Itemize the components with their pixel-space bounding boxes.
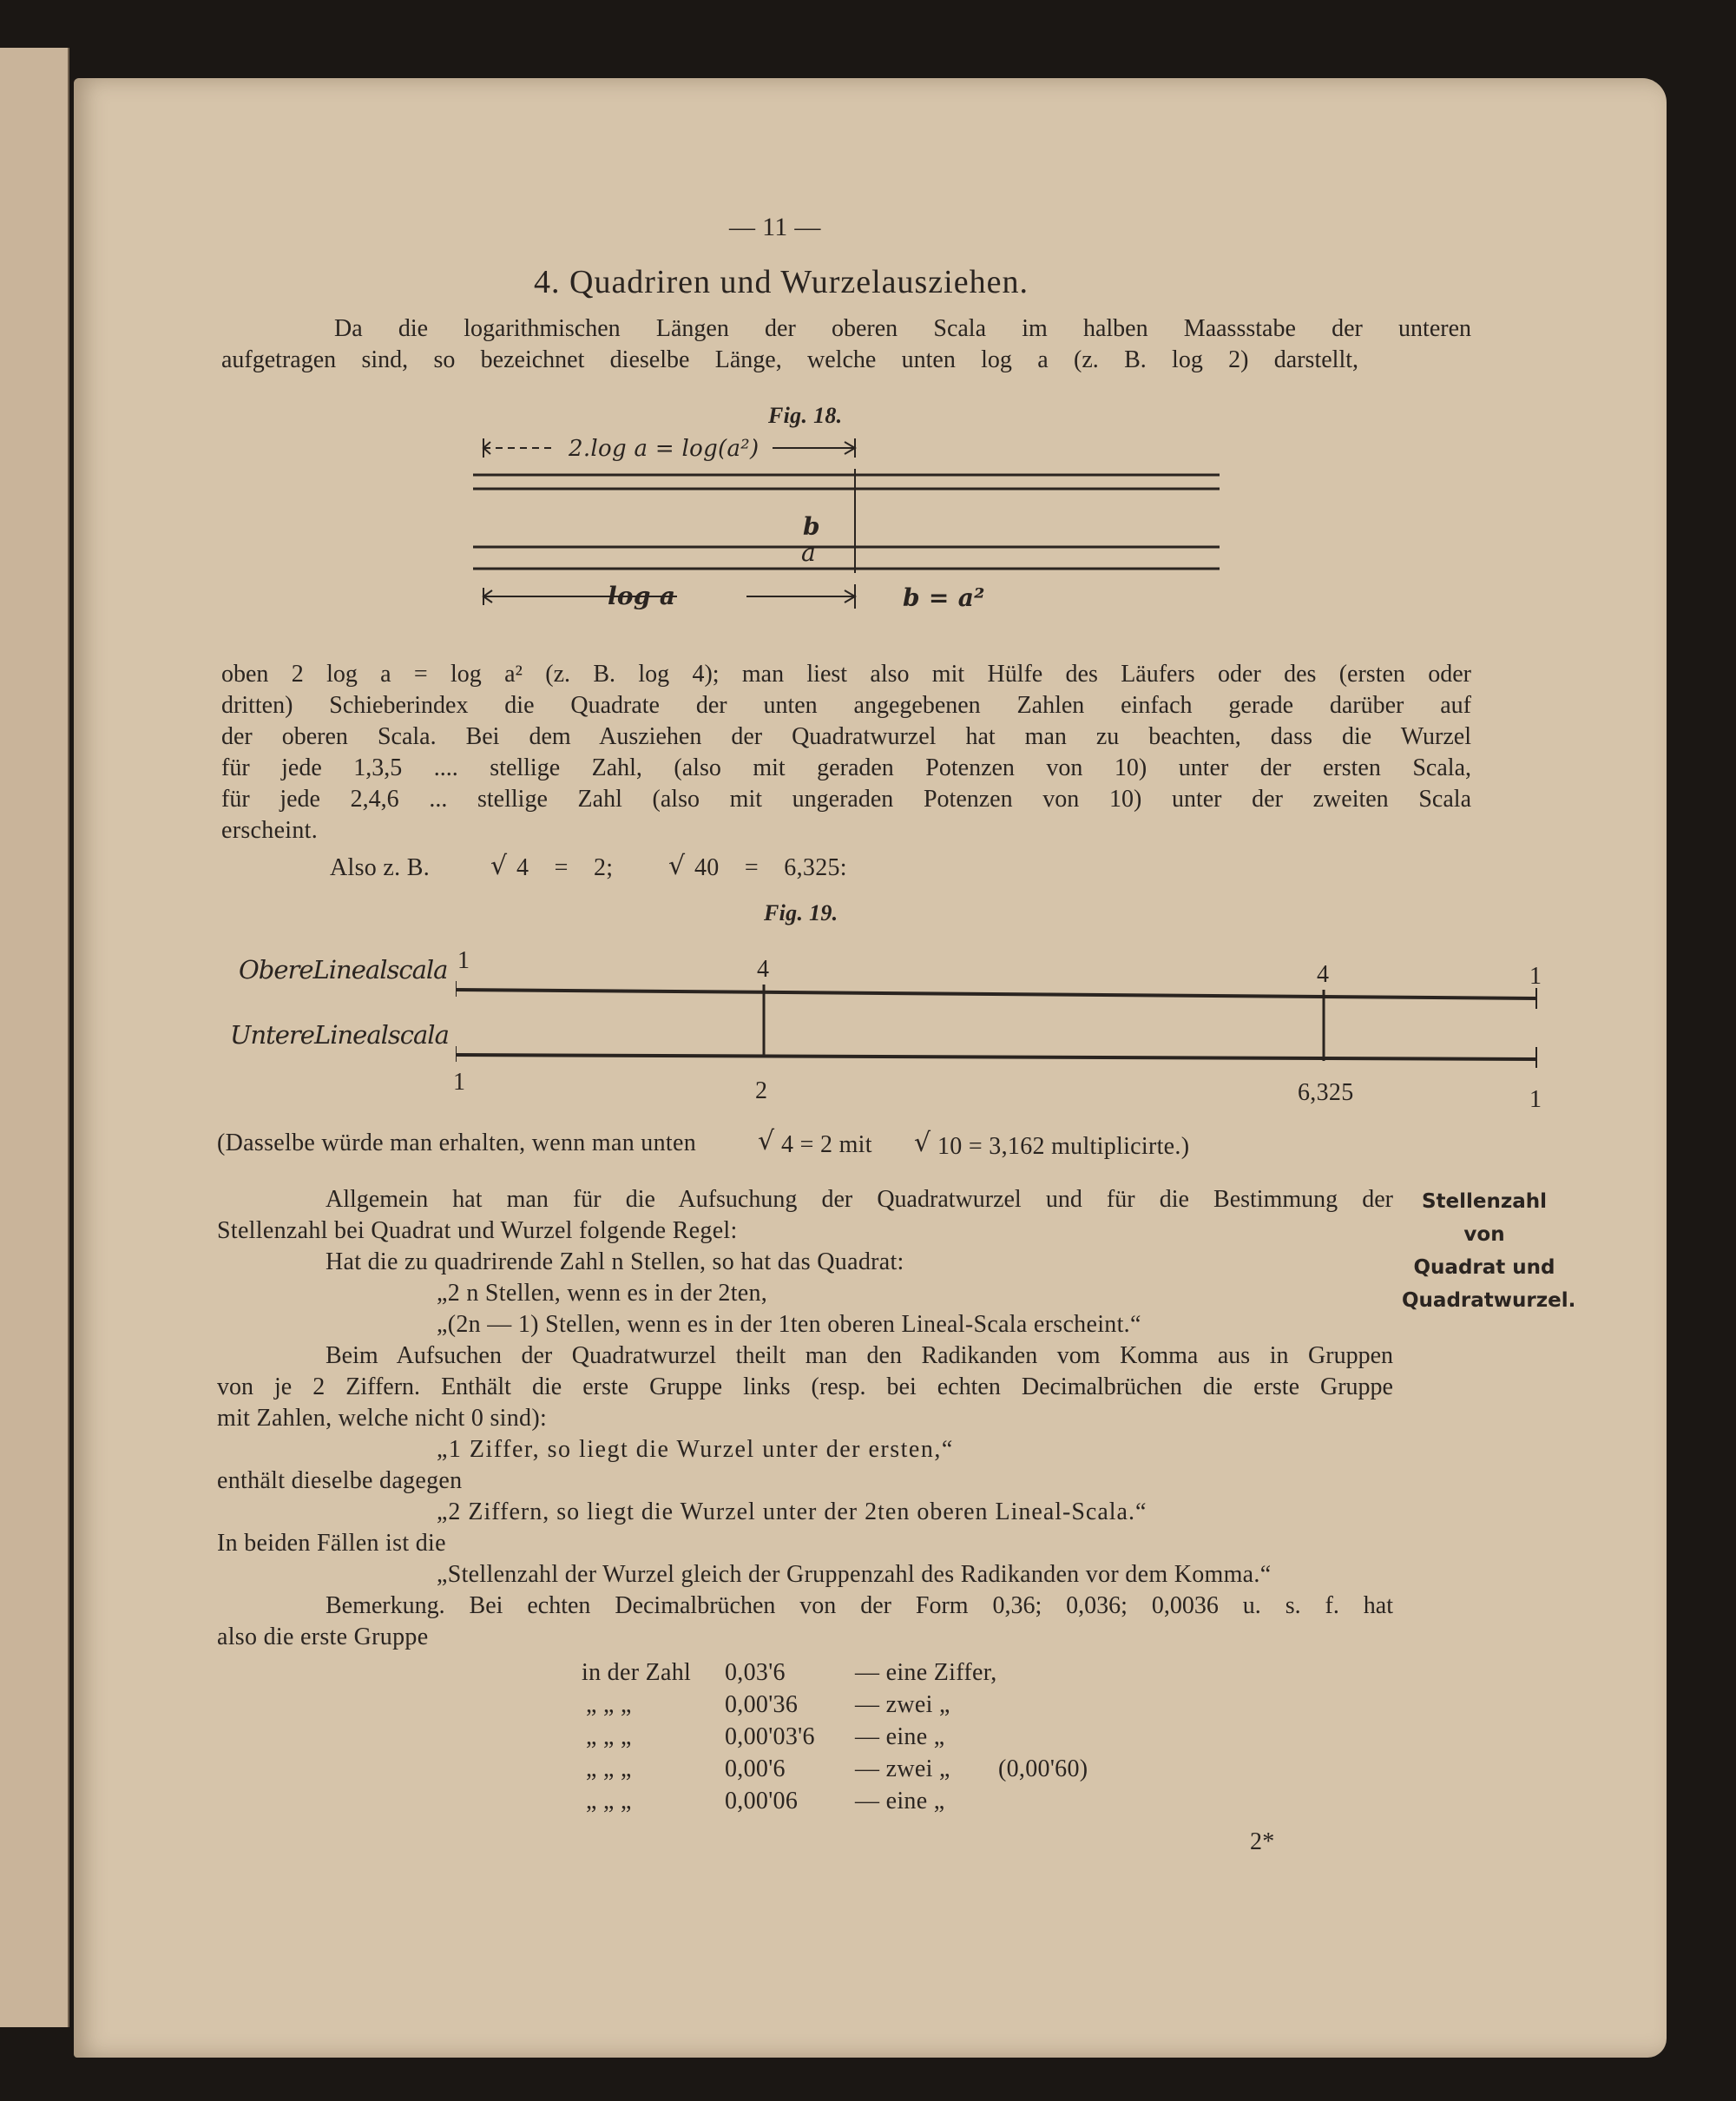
- table-row-4-prefix: „ „ „: [586, 1755, 632, 1782]
- table-row-5-prefix: „ „ „: [586, 1788, 632, 1814]
- margin-note: [1402, 1185, 1576, 1317]
- sqrt-sign-icon: √: [758, 1126, 775, 1156]
- margin-note-line-3: Quadratwurzel.: [1402, 1289, 1576, 1312]
- para1-line-6: erscheint.: [221, 817, 319, 844]
- fig19-upper-label: ObereLinealscala: [239, 955, 448, 985]
- table-row-1-prefix: in der Zahl: [582, 1659, 692, 1686]
- table-row-5-number: 0,00'06: [725, 1788, 799, 1814]
- table-row-1-text: — eine Ziffer,: [855, 1659, 997, 1686]
- table-row-2-prefix: „ „ „: [586, 1691, 632, 1718]
- fig19-upper-tick-4: 1: [1529, 963, 1542, 990]
- example-1: 4 = 2;: [516, 854, 614, 881]
- para1-line-5: für jede 2,4,6 ... stellige Zahl (also mit ungeraden Potenzen von 10) unter der zweiten Scala: [221, 786, 1471, 813]
- dasselbe-part-3: 10 = 3,162 multiplicirte.): [937, 1133, 1190, 1160]
- table-row-3-number: 0,00'03'6: [725, 1723, 815, 1750]
- sqrt-sign-icon: √: [914, 1128, 931, 1158]
- sqrt-sign-icon: √: [490, 851, 508, 881]
- table-row-3-prefix: „ „ „: [586, 1723, 632, 1750]
- para1-line-2: dritten) Schieberindex die Quadrate der unten angegebenen Zahlen einfach gerade darüber auf: [221, 692, 1471, 719]
- table-row-4-note: (0,00'60): [998, 1755, 1088, 1782]
- fig18-caption: Fig. 18.: [768, 403, 843, 428]
- rule-line-13: „Stellenzahl der Wurzel gleich der Gruppenzahl des Radikanden vor dem Komma.“: [437, 1561, 1272, 1588]
- fig19-upper-tick-1: 1: [457, 947, 470, 974]
- table-row-4-number: 0,00'6: [725, 1755, 786, 1782]
- margin-note-line-2: Quadrat und: [1413, 1256, 1555, 1279]
- fig18-diagram: [473, 438, 1237, 612]
- dasselbe-part-2: 4 = 2 mit: [781, 1131, 872, 1158]
- fig18-right-label: b = a²: [903, 583, 985, 612]
- fig19-lower-tick-1: 1: [453, 1069, 466, 1096]
- para1-line-3: der oberen Scala. Bei dem Ausziehen der Quadratwurzel hat man zu beachten, dass die Wurzel: [221, 723, 1471, 750]
- fig19-upper-tick-3: 4: [1317, 961, 1330, 988]
- section-title: 4. Quadriren und Wurzelausziehen.: [534, 264, 1029, 300]
- rule-line-6: Beim Aufsuchen der Quadratwurzel theilt man den Radikanden vom Komma aus in Gruppen: [326, 1342, 1393, 1369]
- example-lead: Also z. B.: [330, 854, 430, 881]
- facing-page-edge: [0, 48, 69, 2027]
- rule-line-4: „2 n Stellen, wenn es in der 2ten,: [437, 1280, 768, 1307]
- intro-line-2: aufgetragen sind, so bezeichnet dieselbe Länge, welche unten log a (z. B. log 2) darstellt,: [221, 346, 1358, 373]
- table-row-3-text: — eine „: [855, 1723, 945, 1750]
- fig19-upper-tick-2: 4: [757, 956, 770, 983]
- fig19-lower-tick-3: 6,325: [1298, 1079, 1354, 1106]
- rule-line-12: In beiden Fällen ist die: [217, 1530, 446, 1557]
- rule-line-1: Allgemein hat man für die Aufsuchung der Quadratwurzel und für die Bestimmung der: [326, 1186, 1393, 1213]
- table-row-1-number: 0,03'6: [725, 1659, 786, 1686]
- rule-line-14: Bemerkung. Bei echten Decimalbrüchen von der Form 0,36; 0,036; 0,0036 u. s. f. hat: [326, 1592, 1393, 1619]
- fig18-bottom-label: log a: [608, 582, 676, 610]
- sqrt-sign-icon: √: [668, 851, 686, 881]
- para1-line-1: oben 2 log a = log a² (z. B. log 4); man liest also mit Hülfe des Läufers oder des (ersten oder: [221, 661, 1471, 688]
- table-row-2-text: — zwei „: [855, 1691, 950, 1718]
- margin-note-line-1: Stellenzahl von: [1421, 1190, 1548, 1246]
- table-row-5-text: — eine „: [855, 1788, 945, 1814]
- intro-line-1: Da die logarithmischen Längen der oberen Scala im halben Maassstabe der unteren: [334, 315, 1471, 342]
- table-row-4-text: — zwei „: [855, 1755, 950, 1782]
- fig19-diagram: [456, 972, 1567, 1068]
- example-2: 40 = 6,325:: [694, 854, 847, 881]
- fig18-b-label: b: [803, 512, 820, 541]
- signature-mark: 2*: [1250, 1828, 1275, 1855]
- rule-line-7: von je 2 Ziffern. Enthält die erste Gruppe links (resp. bei echten Decimalbrüchen die erste Gruppe: [217, 1373, 1393, 1400]
- fig19-lower-tick-4: 1: [1529, 1086, 1542, 1113]
- rule-line-8: mit Zahlen, welche nicht 0 sind):: [217, 1405, 548, 1432]
- page-number: — 11 —: [729, 213, 821, 241]
- rule-line-15: also die erste Gruppe: [217, 1624, 429, 1650]
- fig19-caption: Fig. 19.: [764, 900, 838, 925]
- rule-line-3: Hat die zu quadrirende Zahl n Stellen, so hat das Quadrat:: [326, 1248, 904, 1275]
- fig18-a-label: a: [801, 538, 816, 567]
- rule-line-5: „(2n — 1) Stellen, wenn es in der 1ten oberen Lineal-Scala erscheint.“: [437, 1311, 1141, 1338]
- fig18-top-label: 2.log a = log(a²): [569, 436, 760, 462]
- rule-line-9: „1 Ziffer, so liegt die Wurzel unter der ersten,“: [437, 1436, 954, 1463]
- para1-line-4: für jede 1,3,5 .... stellige Zahl, (also mit geraden Potenzen von 10) unter der ersten Scala,: [221, 754, 1471, 781]
- table-row-2-number: 0,00'36: [725, 1691, 799, 1718]
- dasselbe-part-1: (Dasselbe würde man erhalten, wenn man unten: [217, 1130, 697, 1156]
- rule-line-11: „2 Ziffern, so liegt die Wurzel unter der 2ten oberen Lineal-Scala.“: [437, 1498, 1147, 1525]
- fig19-lower-tick-2: 2: [755, 1077, 768, 1104]
- book-page: [74, 78, 1667, 2058]
- fig19-lower-label: UntereLinealscala: [230, 1020, 449, 1050]
- rule-line-10: enthält dieselbe dagegen: [217, 1467, 463, 1494]
- rule-line-2: Stellenzahl bei Quadrat und Wurzel folgende Regel:: [217, 1217, 738, 1244]
